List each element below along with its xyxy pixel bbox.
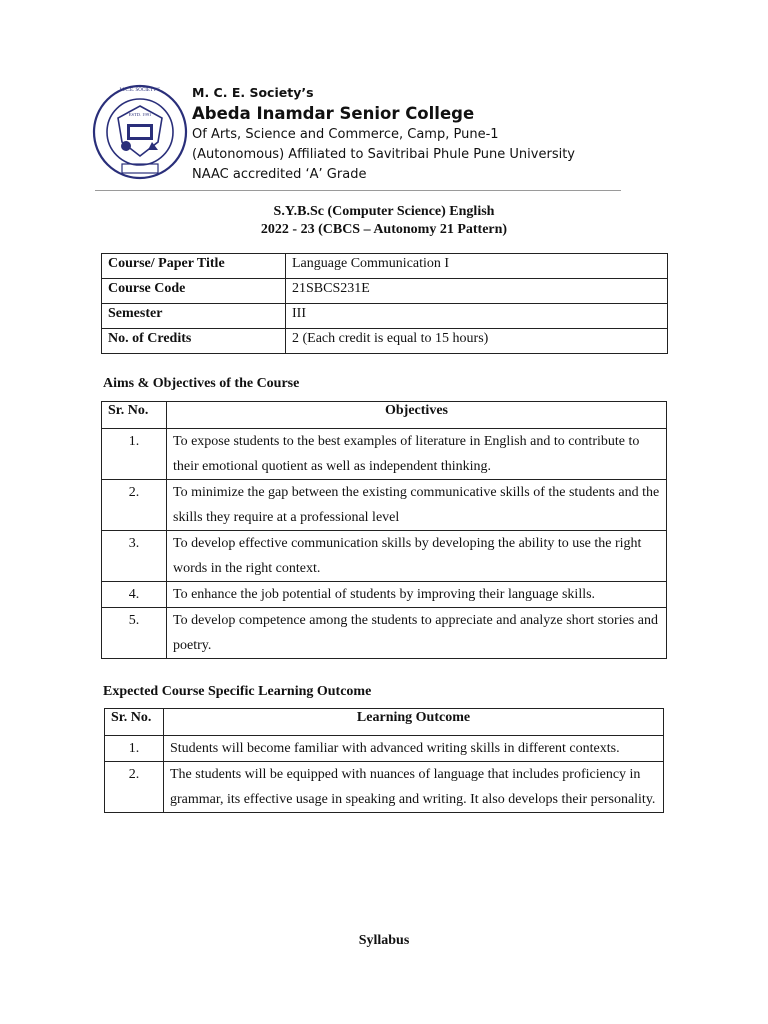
- row-number: 4.: [102, 582, 167, 608]
- course-pattern: 2022 - 23 (CBCS – Autonomy 21 Pattern): [260, 222, 508, 237]
- outcomes-heading: Expected Course Specific Learning Outcome: [103, 684, 372, 699]
- objective-text: To expose students to the best examples of literature in English and to contribute to their emotional quotient as well as independent thinking.: [167, 429, 667, 480]
- college-affiliation: (Autonomous) Affiliated to Savitribai Phule Pune University: [192, 147, 575, 162]
- college-address: Of Arts, Science and Commerce, Camp, Pune-1: [192, 127, 499, 142]
- info-value: Language Communication I: [286, 254, 668, 279]
- objectives-table: [101, 401, 667, 659]
- college-seal-logo: [92, 80, 188, 184]
- column-header-sr: Sr. No.: [105, 709, 164, 736]
- outcome-text: The students will be equipped with nuances of language that includes proficiency in grammar, its effective usage in speaking and writing. It also develops their personality.: [164, 762, 664, 813]
- syllabus-heading: Syllabus: [358, 933, 410, 948]
- info-value: 21SBCS231E: [286, 279, 668, 304]
- table-row: [102, 480, 667, 531]
- table-row: [102, 329, 668, 354]
- seal-year-text: ESTD. 1991: [128, 112, 152, 117]
- table-row: [102, 279, 668, 304]
- column-header-objectives: Objectives: [167, 402, 667, 429]
- info-label: No. of Credits: [102, 329, 286, 354]
- outcomes-table: [104, 708, 664, 813]
- info-label: Course Code: [102, 279, 286, 304]
- college-text-block: [192, 84, 575, 185]
- table-row: [102, 304, 668, 329]
- row-number: 2.: [105, 762, 164, 813]
- table-row: [105, 762, 664, 813]
- table-row: [102, 429, 667, 480]
- course-info-table: [101, 253, 668, 354]
- row-number: 1.: [105, 736, 164, 762]
- table-header-row: [105, 709, 664, 736]
- info-value: 2 (Each credit is equal to 15 hours): [286, 329, 668, 354]
- table-row: [102, 582, 667, 608]
- table-row: [102, 608, 667, 659]
- society-name: M. C. E. Society’s: [192, 85, 314, 100]
- college-name: Abeda Inamdar Senior College: [192, 104, 475, 123]
- outcome-text: Students will become familiar with advanced writing skills in different contexts.: [164, 736, 664, 762]
- info-label: Semester: [102, 304, 286, 329]
- row-number: 2.: [102, 480, 167, 531]
- info-value: III: [286, 304, 668, 329]
- table-row: [102, 254, 668, 279]
- table-header-row: [102, 402, 667, 429]
- column-header-outcome: Learning Outcome: [164, 709, 664, 736]
- seal-ring-top-text: M.C.E. SOCIETY'S: [119, 88, 161, 93]
- college-accreditation: NAAC accredited ‘A’ Grade: [192, 167, 367, 182]
- objective-text: To minimize the gap between the existing communicative skills of the students and the skills they require at a professional level: [167, 480, 667, 531]
- table-row: [105, 736, 664, 762]
- college-header: [92, 80, 622, 190]
- course-title-block: [0, 203, 768, 239]
- aims-heading: Aims & Objectives of the Course: [103, 376, 300, 391]
- table-row: [102, 531, 667, 582]
- info-label: Course/ Paper Title: [102, 254, 286, 279]
- row-number: 3.: [102, 531, 167, 582]
- row-number: 1.: [102, 429, 167, 480]
- row-number: 5.: [102, 608, 167, 659]
- course-title: S.Y.B.Sc (Computer Science) English: [273, 204, 495, 219]
- objective-text: To develop effective communication skills by developing the ability to use the right words in the right context.: [167, 531, 667, 582]
- header-divider: [95, 190, 621, 191]
- objective-text: To enhance the job potential of students by improving their language skills.: [167, 582, 667, 608]
- objective-text: To develop competence among the students to appreciate and analyze short stories and poetry.: [167, 608, 667, 659]
- column-header-sr: Sr. No.: [102, 402, 167, 429]
